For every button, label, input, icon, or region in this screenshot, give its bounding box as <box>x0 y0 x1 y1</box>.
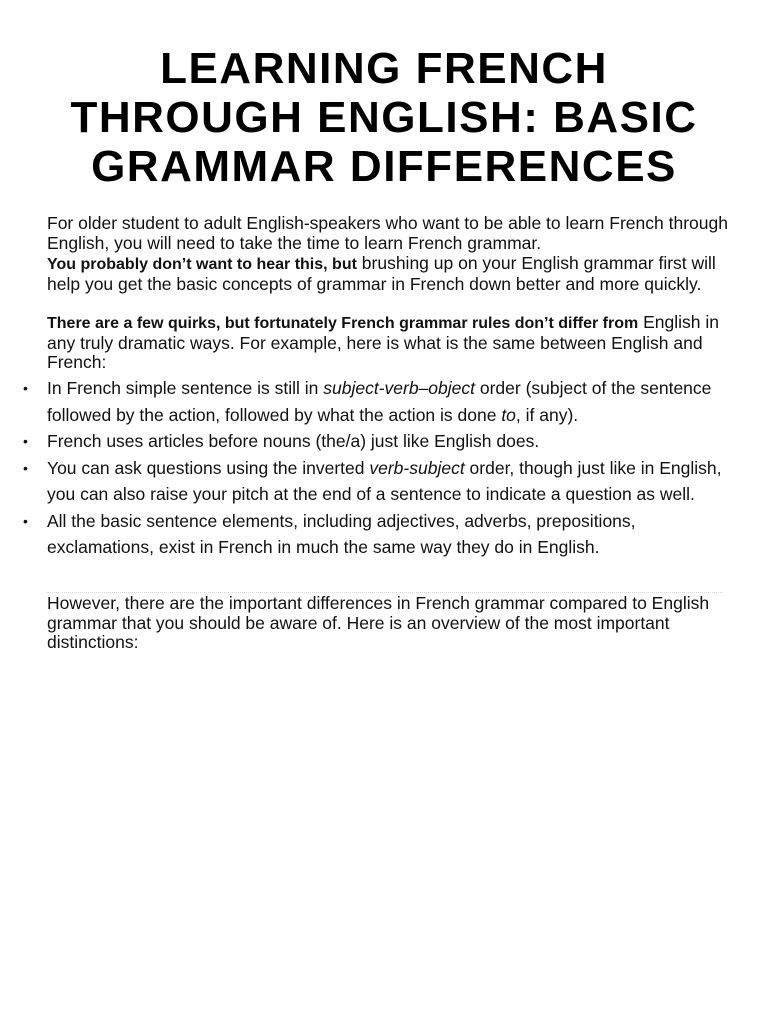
list-item-text: All the basic sentence elements, including adjectives, adverbs, prepositions, exclamations, exist in French in much the same way they do in English. <box>47 510 636 557</box>
list-item <box>0 508 768 561</box>
list-item-text: French uses articles before nouns (the/a) just like English does. <box>47 431 540 451</box>
similarities-list <box>0 375 768 561</box>
list-item <box>0 455 768 508</box>
title-line-3: GRAMMAR DIFFERENCES <box>91 142 677 191</box>
list-item-text: , if any). <box>515 404 579 425</box>
list-item-text: order (subject of the sentence followed by the action, followed by what the action is done <box>47 378 712 425</box>
list-item-emphasis: verb-subject <box>369 457 465 478</box>
bullet-icon: • <box>23 380 28 396</box>
intro-paragraph-3-lead: There are a few quirks, but fortunately French grammar rules don’t differ from <box>47 315 639 332</box>
bullet-icon: • <box>23 512 28 529</box>
intro-paragraph-3-text: English in any truly dramatic ways. For example, here is what is the same between English and French: <box>47 312 719 372</box>
bullet-icon: • <box>23 459 28 476</box>
list-item-text: In French simple sentence is still in <box>47 378 324 398</box>
title-line-2: THROUGH ENGLISH: BASIC <box>70 93 698 142</box>
list-item-text: – <box>418 378 429 398</box>
list-item-emphasis: to <box>501 404 516 425</box>
list-item-emphasis: object <box>428 378 475 398</box>
closing-paragraph: However, there are the important differences in French grammar compared to English grammar that you should be aware of. Here is an overview of the most important distinctions: <box>47 593 710 652</box>
intro-paragraph-2 <box>47 254 737 294</box>
intro-paragraph-1: For older student to adult English-speakers who want to be able to learn French through English, you will need to take the time to learn French grammar. <box>47 213 728 253</box>
intro-paragraph-2-lead: You probably don’t want to hear this, but <box>47 256 357 273</box>
bullet-icon: • <box>23 433 28 449</box>
intro-paragraph-2-text: brushing up on your English grammar first will help you get the basic concepts of grammar in French down better and more quickly. <box>47 253 716 294</box>
list-item-emphasis: subject-verb <box>323 378 419 398</box>
list-item <box>0 375 768 428</box>
title-line-1: LEARNING FRENCH <box>160 44 608 93</box>
intro-paragraph-3 <box>47 313 737 373</box>
list-item-text: You can ask questions using the inverted <box>47 457 370 478</box>
list-item-text: order, though just like in English, you can also raise your pitch at the end of a sentence to indicate a question as well. <box>47 457 722 504</box>
page-title <box>30 44 738 191</box>
list-item <box>0 428 768 455</box>
